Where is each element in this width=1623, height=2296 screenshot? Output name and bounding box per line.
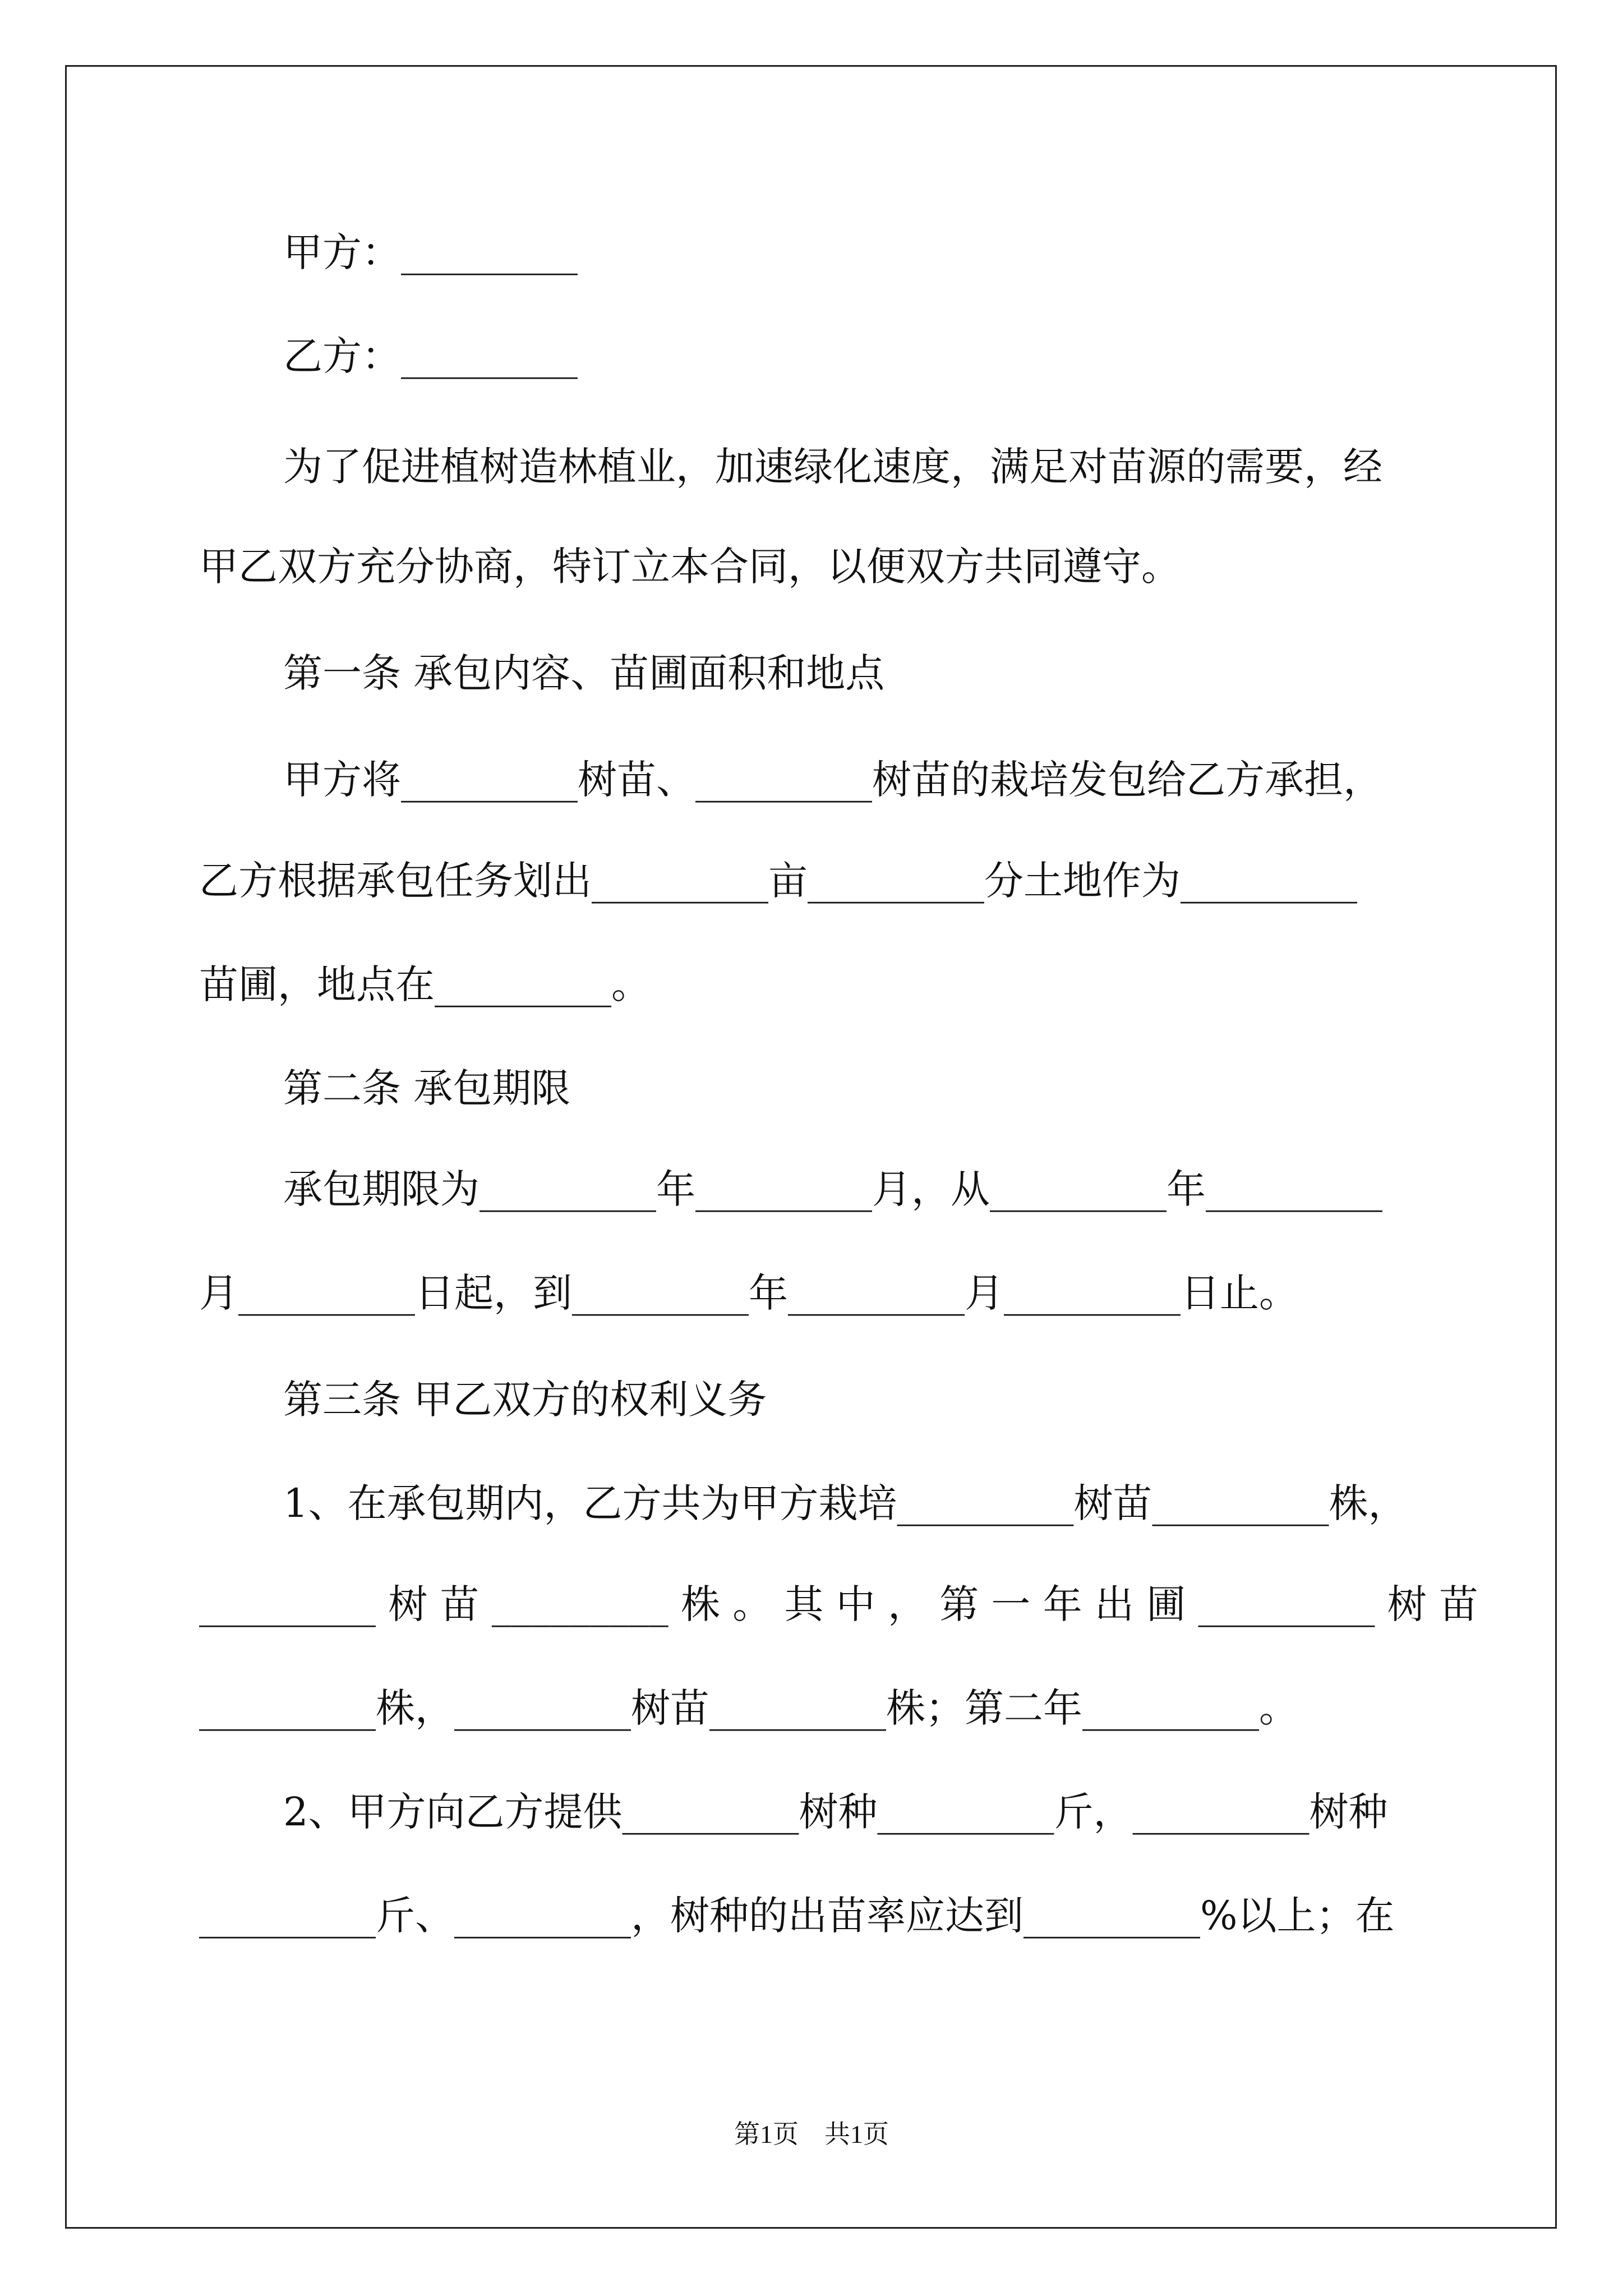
clause-1-line-3: _________株，_________树苗_________株；第二年_________。 (199, 1685, 1298, 1731)
party-b-line: 乙方：_________ (283, 333, 578, 379)
preamble-line-1: 为了促进植树造林植业，加速绿化速度，满足对苗源的需要，经 (283, 444, 1382, 490)
preamble-line-2: 甲乙双方充分协商，特订立本合同，以便双方共同遵守。 (199, 544, 1181, 590)
article-2-line-2: 月_________日起，到_________年_________月_________日止。 (199, 1270, 1298, 1316)
clause-2-line-1: 2、甲方向乙方提供_________树种_________斤，_________树种 (283, 1789, 1388, 1835)
page-number-footer: 第1页 共1页 (734, 2120, 889, 2148)
article-1-line-1: 甲方将_________树苗、_________树苗的栽培发包给乙方承担， (283, 757, 1382, 803)
article-1-heading: 第一条 承包内容、苗圃面积和地点 (283, 650, 885, 696)
article-2-line-1: 承包期限为_________年_________月，从_________年_________ (283, 1166, 1382, 1212)
party-a-line: 甲方：_________ (283, 229, 578, 275)
clause-1-line-2: _________ 树 苗 _________ 株 。 其 中 ， 第 一 年 出 圃 _________ 树 苗 (199, 1581, 1479, 1627)
article-1-line-2: 乙方根据承包任务划出_________亩_________分土地作为_________ (199, 858, 1357, 904)
clause-1-line-1: 1、在承包期内，乙方共为甲方栽培_________树苗_________株， (283, 1480, 1408, 1526)
article-3-heading: 第三条 甲乙双方的权利义务 (283, 1377, 767, 1423)
clause-2-line-2: _________斤、_________，树种的出苗率应达到_________%以上；在 (199, 1893, 1395, 1939)
article-2-heading: 第二条 承包期限 (283, 1065, 571, 1111)
article-1-line-3: 苗圃，地点在_________。 (199, 961, 651, 1007)
